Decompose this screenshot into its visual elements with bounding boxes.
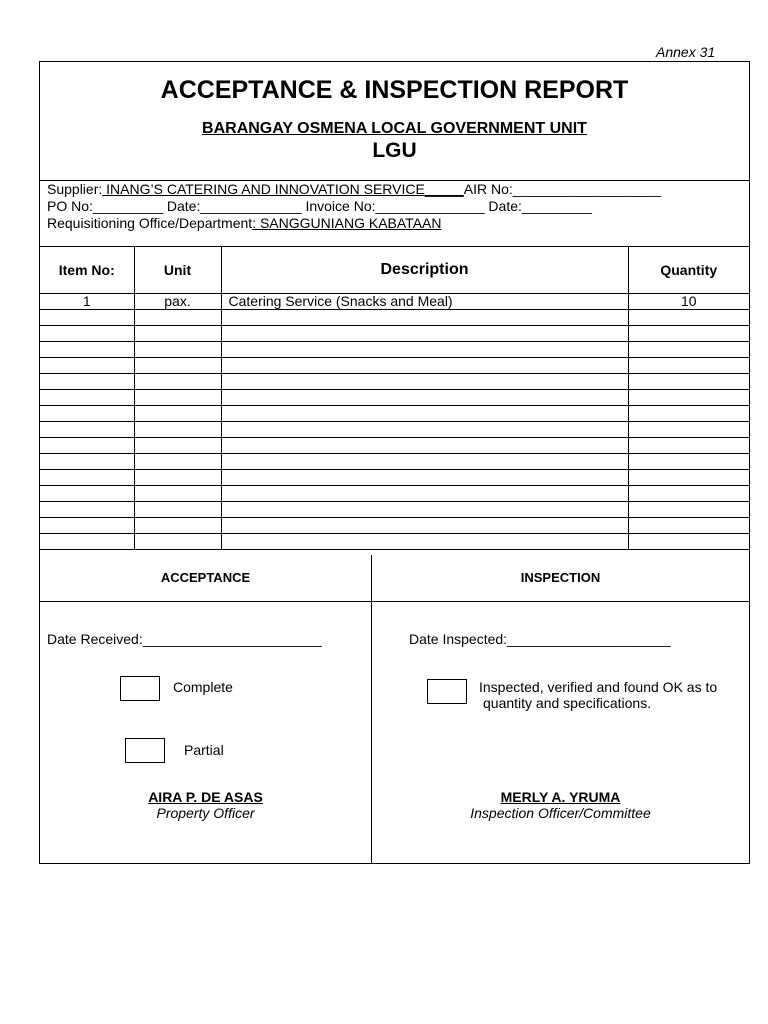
description-cell[interactable] [221,342,628,358]
unit-cell[interactable] [134,358,221,374]
date-inspected-field[interactable]: _____________________ [507,631,671,647]
col-header-quantity: Quantity [628,247,749,294]
complete-label: Complete [173,679,233,695]
items-body [40,294,749,550]
po-date-label: Date: [162,198,201,214]
invoice-field[interactable]: ______________ [375,198,485,214]
col-header-unit: Unit [134,247,221,294]
unit-cell[interactable] [134,422,221,438]
item-no-cell[interactable] [40,342,134,358]
table-row [40,534,749,550]
report-title: ACCEPTANCE & INSPECTION REPORT [160,76,629,104]
unit-cell[interactable] [134,438,221,454]
description-cell[interactable] [221,438,628,454]
requisition-label: Requisitioning Office/Department [47,215,253,231]
unit-cell[interactable] [134,486,221,502]
po-label: PO No: [47,198,93,214]
quantity-cell[interactable] [628,406,749,422]
description-cell[interactable]: Catering Service (Snacks and Meal) [221,294,628,310]
table-row [40,326,749,342]
invoice-label: Invoice No: [301,198,376,214]
col-header-description: Description [221,247,628,294]
inspection-officer-name: MERLY A. YRUMA [500,789,621,805]
quantity-cell[interactable] [628,454,749,470]
quantity-cell[interactable] [628,358,749,374]
quantity-cell[interactable]: 10 [628,294,749,310]
lgu-name: BARANGAY OSMENA LOCAL GOVERNMENT UNIT [202,120,587,137]
unit-cell[interactable] [134,470,221,486]
description-cell[interactable] [221,454,628,470]
report-header [40,62,749,181]
quantity-cell[interactable] [628,534,749,550]
supplier-info [40,181,749,247]
quantity-cell[interactable] [628,486,749,502]
air-field[interactable]: ___________________ [512,181,661,197]
inspected-ok-checkbox[interactable] [427,679,467,704]
table-header-row [40,247,749,294]
description-cell[interactable] [221,502,628,518]
unit-cell[interactable] [134,502,221,518]
quantity-cell[interactable] [628,438,749,454]
date-received-label: Date Received: [47,631,143,647]
quantity-cell[interactable] [628,470,749,486]
description-cell[interactable] [221,326,628,342]
description-cell[interactable] [221,374,628,390]
table-row [40,342,749,358]
property-officer-role: Property Officer [156,805,255,821]
po-line [47,198,592,215]
quantity-cell[interactable] [628,422,749,438]
description-cell[interactable] [221,422,628,438]
table-row [40,358,749,374]
unit-cell[interactable] [134,374,221,390]
acceptance-heading: ACCEPTANCE [40,555,372,602]
items-table [40,247,749,550]
item-no-cell[interactable] [40,470,134,486]
unit-cell[interactable] [134,534,221,550]
requisition-value[interactable]: : SANGGUNIANG KABATAAN [252,215,442,231]
description-cell[interactable] [221,358,628,374]
date-received-field[interactable]: _______________________ [142,631,322,647]
po-field[interactable]: _________ [92,198,163,214]
air-label: AIR No: [463,181,513,197]
description-cell[interactable] [221,310,628,326]
date-inspected-label: Date Inspected: [409,631,508,647]
table-row [40,438,749,454]
quantity-cell[interactable] [628,374,749,390]
supplier-line [47,181,661,198]
table-row [40,518,749,534]
description-cell[interactable] [221,470,628,486]
invoice-date-field[interactable]: _________ [521,198,592,214]
table-row [40,374,749,390]
item-no-cell[interactable] [40,326,134,342]
quantity-cell[interactable] [628,390,749,406]
description-cell[interactable] [221,518,628,534]
date-received-line [47,631,322,647]
unit-cell[interactable] [134,518,221,534]
description-cell[interactable] [221,406,628,422]
unit-cell[interactable] [134,342,221,358]
lgu-short: LGU [372,139,417,162]
quantity-cell[interactable] [628,310,749,326]
table-row [40,310,749,326]
item-no-cell[interactable] [40,358,134,374]
table-row [40,486,749,502]
table-row [40,294,749,310]
quantity-cell[interactable] [628,502,749,518]
item-no-cell[interactable] [40,502,134,518]
table-row [40,502,749,518]
property-officer-name: AIRA P. DE ASAS [148,789,263,805]
section-divider [371,601,372,863]
item-no-cell[interactable] [40,390,134,406]
item-no-cell[interactable] [40,438,134,454]
item-no-cell[interactable] [40,454,134,470]
table-row [40,470,749,486]
description-cell[interactable] [221,534,628,550]
col-header-item-no: Item No: [40,247,134,294]
table-row [40,454,749,470]
item-no-cell[interactable] [40,406,134,422]
table-row [40,406,749,422]
item-no-cell[interactable] [40,534,134,550]
unit-cell[interactable] [134,326,221,342]
annex-label: Annex 31 [656,44,716,60]
table-row [40,422,749,438]
complete-checkbox[interactable] [120,676,160,701]
unit-cell[interactable] [134,454,221,470]
supplier-trail: _____ [424,181,464,197]
table-row [40,390,749,406]
unit-cell[interactable]: pax. [134,294,221,310]
item-no-cell[interactable] [40,518,134,534]
unit-cell[interactable] [134,406,221,422]
inspected-ok-line2: quantity and specifications. [483,695,652,711]
quantity-cell[interactable] [628,518,749,534]
item-no-cell[interactable]: 1 [40,294,134,310]
supplier-label: Supplier: [47,181,103,197]
item-no-cell[interactable] [40,422,134,438]
partial-label: Partial [184,742,224,758]
item-no-cell[interactable] [40,374,134,390]
date-inspected-line [409,631,671,647]
inspection-officer-role: Inspection Officer/Committee [470,805,651,821]
quantity-cell[interactable] [628,326,749,342]
inspection-heading: INSPECTION [372,555,749,602]
inspected-ok-line1: Inspected, verified and found OK as to [479,679,718,695]
item-no-cell[interactable] [40,310,134,326]
unit-cell[interactable] [134,310,221,326]
quantity-cell[interactable] [628,342,749,358]
supplier-value[interactable]: INANG’S CATERING AND INNOVATION SERVICE [102,181,425,197]
unit-cell[interactable] [134,390,221,406]
description-cell[interactable] [221,390,628,406]
report-form [39,61,750,864]
invoice-date-label: Date: [484,198,522,214]
po-date-field[interactable]: _____________ [200,198,302,214]
description-cell[interactable] [221,486,628,502]
requisition-line [47,215,441,232]
item-no-cell[interactable] [40,486,134,502]
partial-checkbox[interactable] [125,738,165,763]
